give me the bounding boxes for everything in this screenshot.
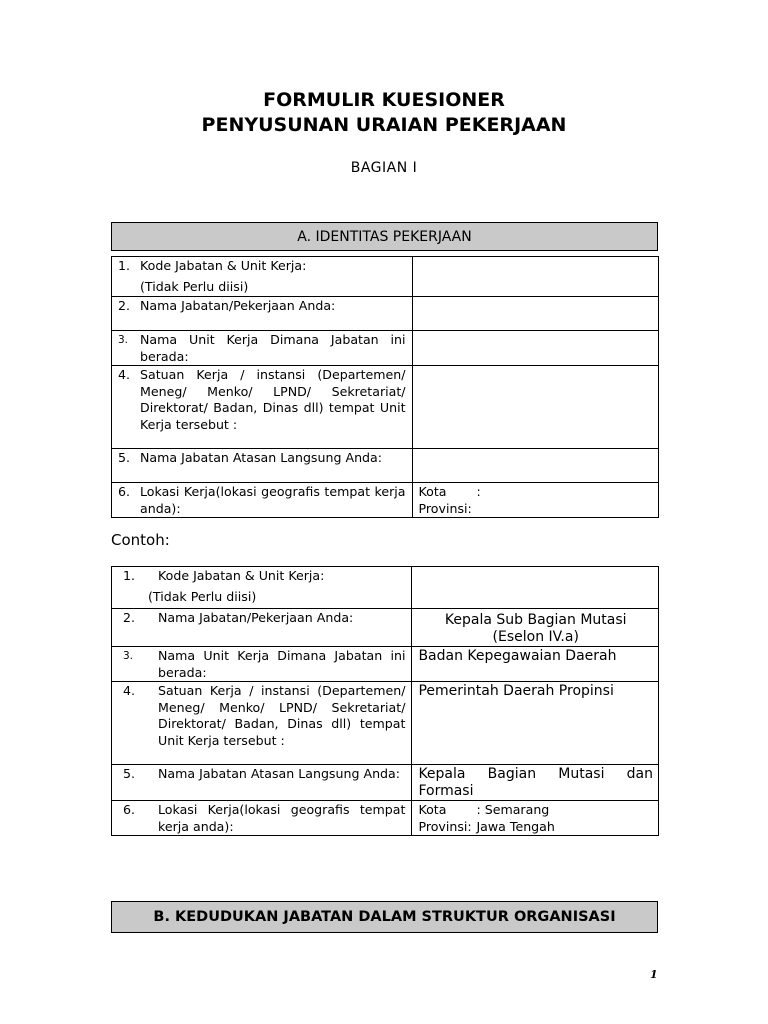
- row-number: 5.: [118, 450, 131, 465]
- question-label: Lokasi Kerja(lokasi geografis tempat kerja anda):: [140, 484, 406, 516]
- row-number: 5.: [123, 766, 136, 781]
- table-row: [112, 567, 659, 609]
- answer-value: Pemerintah Daerah Propinsi: [418, 683, 614, 699]
- table-row: [112, 801, 659, 836]
- row-number: 2.: [123, 610, 136, 625]
- province-label: Provinsi:: [418, 818, 472, 834]
- question-note: (Tidak Perlu diisi): [148, 588, 257, 604]
- row-number: 6.: [118, 484, 131, 499]
- row-number: 3.: [118, 334, 129, 346]
- answer-field: [412, 682, 659, 765]
- question-label: Nama Jabatan/Pekerjaan Anda:: [140, 298, 336, 313]
- city-separator: :: [476, 484, 481, 499]
- page-number: 1: [650, 968, 658, 981]
- question-label: Nama Jabatan/Pekerjaan Anda:: [158, 610, 354, 625]
- location-answer-field: [412, 801, 659, 836]
- province-value: Jawa Tengah: [476, 818, 555, 834]
- example-label: Contoh:: [111, 531, 170, 549]
- row-number: 4.: [118, 367, 131, 382]
- province-label: Provinsi:: [418, 500, 472, 516]
- table-row: [112, 257, 659, 297]
- table-row: [112, 647, 659, 682]
- part-heading: BAGIAN I: [350, 160, 418, 176]
- table-row: [112, 765, 659, 801]
- answer-field[interactable]: [412, 257, 658, 297]
- row-number: 1.: [118, 258, 131, 273]
- row-number: 4.: [123, 683, 136, 698]
- section-b-header: B. KEDUDUKAN JABATAN DALAM STRUKTUR ORGANISASI: [111, 901, 658, 933]
- location-answer-field[interactable]: [412, 483, 658, 518]
- question-label: Kode Jabatan & Unit Kerja:: [140, 258, 307, 273]
- answer-field: [412, 567, 659, 609]
- row-number: 6.: [123, 802, 136, 817]
- answer-field: [412, 647, 659, 682]
- answer-value: Kepala Bagian Mutasi dan Formasi: [418, 766, 653, 799]
- table-row: [112, 366, 659, 449]
- question-label: Nama Jabatan Atasan Langsung Anda:: [158, 766, 401, 781]
- table-row: [112, 449, 659, 483]
- example-form-table: [111, 566, 659, 836]
- question-label: Satuan Kerja / instansi (Departemen/ Meneg/ Menko/ LPND/ Sekretariat/ Direktorat/ Badan, Dinas dll) tempat Unit Kerja tersebut :: [158, 683, 406, 748]
- row-number: 2.: [118, 298, 131, 313]
- table-row: [112, 483, 659, 518]
- question-label: Lokasi Kerja(lokasi geografis tempat kerja anda):: [158, 802, 406, 834]
- table-row: [112, 609, 659, 647]
- row-number: 3.: [123, 650, 134, 662]
- question-label: Nama Jabatan Atasan Langsung Anda:: [140, 450, 383, 465]
- table-row: [112, 297, 659, 331]
- city-value: : Semarang: [476, 802, 550, 817]
- answer-field: [412, 765, 659, 801]
- answer-field[interactable]: [412, 297, 658, 331]
- question-label: Kode Jabatan & Unit Kerja:: [158, 568, 325, 583]
- answer-value: [412, 567, 658, 568]
- answer-field[interactable]: [412, 366, 658, 449]
- answer-field[interactable]: [412, 331, 658, 366]
- city-label: Kota: [418, 802, 447, 817]
- question-label: Satuan Kerja / instansi (Departemen/ Meneg/ Menko/ LPND/ Sekretariat/ Direktorat/ Badan, Dinas dll) tempat Unit Kerja tersebut :: [140, 367, 406, 432]
- answer-field[interactable]: [412, 449, 658, 483]
- form-title: FORMULIR KUESIONER: [263, 89, 505, 111]
- section-a-header: A. IDENTITAS PEKERJAAN: [111, 222, 658, 251]
- question-label: Nama Unit Kerja Dimana Jabatan ini berada:: [140, 332, 406, 364]
- form-subtitle: PENYUSUNAN URAIAN PEKERJAAN: [201, 114, 567, 136]
- identity-form-table: [111, 256, 659, 518]
- answer-value: Badan Kepegawaian Daerah: [418, 648, 617, 664]
- question-label: Nama Unit Kerja Dimana Jabatan ini berada:: [158, 648, 406, 680]
- city-label: Kota: [418, 484, 447, 499]
- question-note: (Tidak Perlu diisi): [140, 278, 249, 294]
- answer-value: Kepala Sub Bagian Mutasi (Eselon IV.a): [444, 612, 627, 645]
- table-row: [112, 682, 659, 765]
- answer-field: [412, 609, 659, 647]
- row-number: 1.: [123, 568, 136, 583]
- table-row: [112, 331, 659, 366]
